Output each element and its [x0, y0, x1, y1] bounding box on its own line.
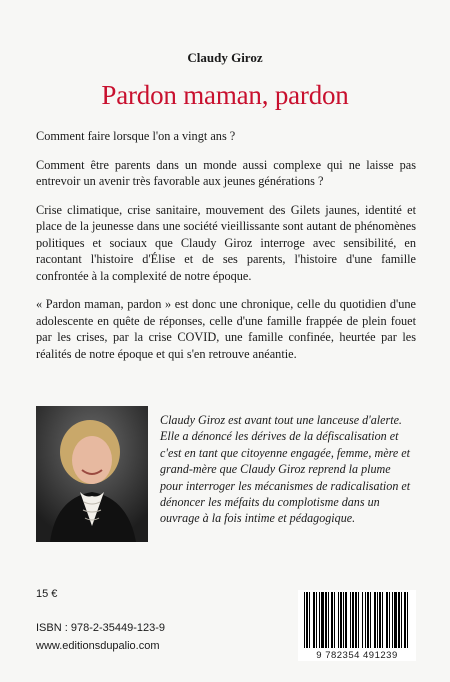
author-photo	[36, 406, 148, 542]
author-portrait-image	[36, 406, 148, 542]
barcode-bars	[298, 590, 416, 648]
isbn: ISBN : 978-2-35449-123-9	[36, 622, 166, 634]
blurb-paragraph: Comment faire lorsque l'on a vingt ans ?	[36, 129, 236, 143]
blurb	[36, 128, 416, 374]
barcode-digits: 9 782354 491239	[298, 650, 416, 661]
blurb-paragraph: Comment être parents dans un monde aussi complexe qui ne laisse pas entrevoir un avenir très favorable aux jeunes générations ?	[36, 157, 416, 188]
publisher-website[interactable]: www.editionsdupalio.com	[36, 640, 160, 652]
author-bio: Claudy Giroz est avant tout une lanceuse d'alerte. Elle a dénoncé les dérives de la défiscalisation et c'est en tant que citoyenne engagée, femme, mère et grand-mère que Claudy Giroz reprend la plume pour interroger les mécanismes de radicalisation et dénoncer les méfaits du complotisme dans un ouvrage à la fois intime et pédagogique.	[160, 413, 411, 526]
blurb-paragraph: Crise climatique, crise sanitaire, mouvement des Gilets jaunes, identité et place de la jeunesse dans une société vieillissante sont autant de phénomènes politiques et sociaux que Claudy Giroz interroge avec sensibilité, en racontant l'histoire d'Élise et de ses parents, l'histoire d'une famille confrontée à la complexité de notre époque.	[36, 202, 416, 283]
book-title: Pardon maman, pardon	[101, 80, 349, 110]
author-name: Claudy Giroz	[187, 50, 263, 65]
blurb-paragraph: « Pardon maman, pardon » est donc une chronique, celle du quotidien d'une adolescente en quête de réponses, celle d'une famille frappée de plein fouet par les crises, par la crise COVID, une famille confinée, heurtée par les réalités de notre époque et qui s'en retrouve anéantie.	[36, 297, 416, 361]
price: 15 €	[36, 588, 58, 600]
